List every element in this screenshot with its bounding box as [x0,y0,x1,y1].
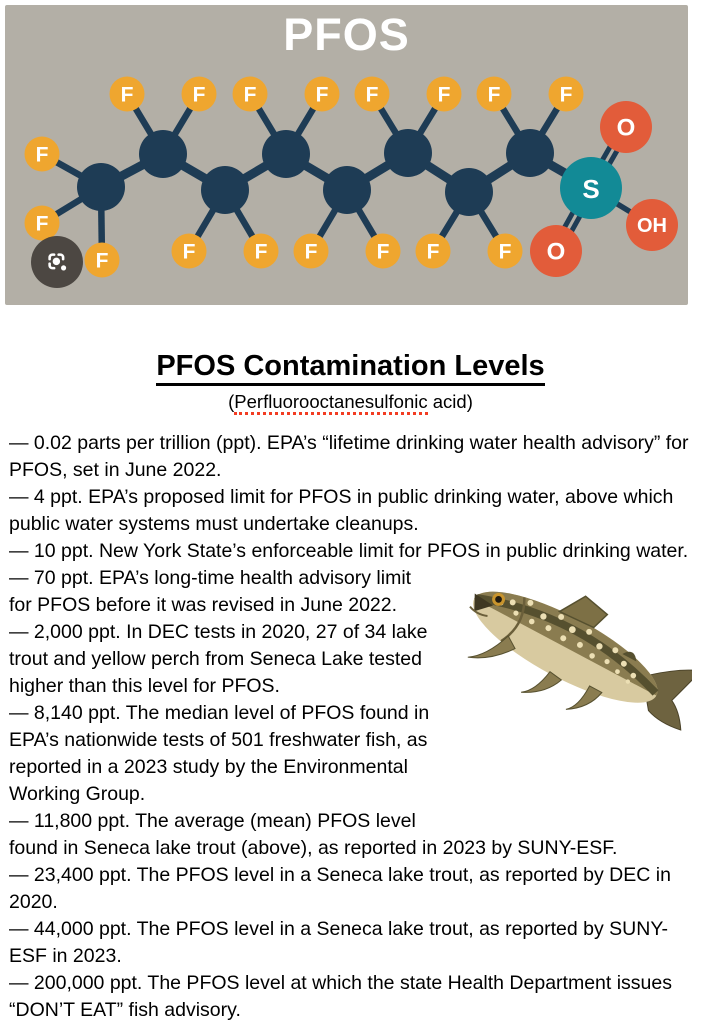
svg-text:F: F [498,240,512,264]
atom-C [506,129,554,177]
atom-F [366,234,401,269]
atom-C [445,168,493,216]
svg-text:OH: OH [637,215,667,237]
lake-trout-image [444,565,692,765]
list-item: — 70 ppt. EPA’s long-time health advisory limit for PFOS before it was revised in June 2022. [9,567,412,616]
atom-F [477,77,512,112]
atom-C [262,130,310,178]
svg-text:F: F [487,83,501,107]
svg-text:F: F [304,240,318,264]
svg-text:O: O [546,238,566,266]
svg-text:F: F [35,212,49,236]
atom-F [294,234,329,269]
list-item: — 44,000 ppt. The PFOS level in a Seneca lake trout, as reported by SUNY-ESF in 2023. [9,918,669,967]
list-item: — 2,000 ppt. In DEC tests in 2020, 27 of 34 lake trout and yellow perch from Seneca Lake tested higher than this level for PFOS. [9,621,428,697]
page-title [0,349,701,383]
page-title-text: PFOS Contamination Levels [156,350,544,386]
list-item: — 8,140 ppt. The median level of PFOS found in EPA’s nationwide tests of 501 freshwater fish, as reported in a 2023 study by the Environmental Working Group. [9,702,430,805]
svg-text:F: F [95,249,109,273]
google-lens-icon[interactable] [31,236,83,288]
subtitle-chemical-name: Perfluorooctanesulfonic [234,391,427,415]
atom-F [85,243,120,278]
list-item: — 11,800 ppt. The average (mean) PFOS level found in Seneca lake trout (above), as reported in 2023 by SUNY-ESF. [9,810,618,859]
svg-text:F: F [559,83,573,107]
atom-F [182,77,217,112]
atom-F [488,234,523,269]
atom-F [355,77,390,112]
lens-glyph-icon [44,249,71,276]
atom-C [77,163,125,211]
atom-F [244,234,279,269]
svg-text:F: F [376,240,390,264]
atom-F [110,77,145,112]
svg-text:F: F [437,83,451,107]
svg-text:F: F [120,83,134,107]
svg-text:F: F [182,240,196,264]
atom-C [201,166,249,214]
svg-text:F: F [426,240,440,264]
page [0,5,701,1024]
svg-text:F: F [192,83,206,107]
atom-C [384,129,432,177]
list-item: — 200,000 ppt. The PFOS level at which the state Health Department issues “DON’T EAT” fish advisory. [9,972,672,1021]
subtitle-suffix: acid) [427,391,473,412]
list-item: — 10 ppt. New York State’s enforceable limit for PFOS in public drinking water. [9,540,689,562]
atom-C [323,166,371,214]
svg-text:S: S [582,174,600,204]
atom-OH [626,199,678,251]
atom-F [427,77,462,112]
atom-F [549,77,584,112]
svg-text:F: F [254,240,268,264]
atom-F [25,137,60,172]
list-item: — 23,400 ppt. The PFOS level in a Seneca lake trout, as reported by DEC in 2020. [9,864,671,913]
lake-trout-illustration [444,565,692,765]
atom-F [233,77,268,112]
atom-C [139,130,187,178]
atom-F [172,234,207,269]
contamination-list [9,430,692,1024]
pfos-molecule-banner [5,5,688,305]
atom-S [560,157,622,219]
svg-text:F: F [315,83,329,107]
atom-F [305,77,340,112]
svg-text:F: F [365,83,379,107]
atom-F [416,234,451,269]
subtitle-prefix: ( [228,391,235,412]
svg-text:F: F [35,143,49,167]
svg-text:O: O [616,114,636,142]
atom-O [530,225,582,277]
subtitle [0,390,701,414]
list-item: — 4 ppt. EPA’s proposed limit for PFOS in public drinking water, above which public water systems must undertake cleanups. [9,486,674,535]
banner-title: PFOS [283,9,410,60]
svg-text:F: F [243,83,257,107]
list-item: — 0.02 parts per trillion (ppt). EPA’s “lifetime drinking water health advisory” for PFOS, set in June 2022. [9,432,689,481]
atom-O [600,101,652,153]
